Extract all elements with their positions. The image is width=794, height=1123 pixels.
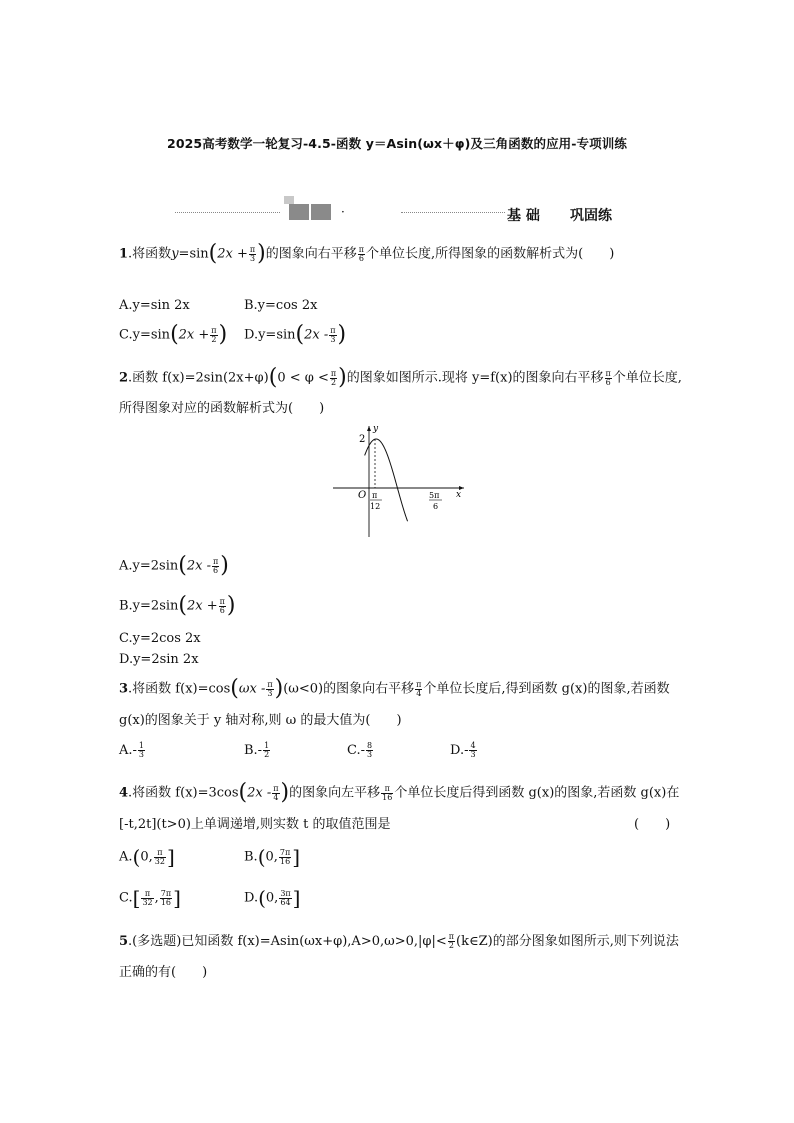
q3-option-b[interactable]: B.- $\frac{1}{2}$ xyxy=(244,741,270,759)
q4-option-b[interactable]: B.(0, $\frac{7\pi}{16}$ ] xyxy=(244,845,301,869)
question-4-answer-paren: ( ) xyxy=(634,817,671,832)
q4-option-a[interactable]: A.(0, $\frac{\pi}{32}$ ] xyxy=(119,845,175,869)
question-5-line2: 正确的有( ) xyxy=(119,965,208,980)
q2-option-a[interactable]: A.y=2sin(2x - $\frac{\pi}{6}$ ) xyxy=(119,553,229,578)
question-3-line2: g(x)的图象关于 y 轴对称,则 ω 的最大值为( ) xyxy=(119,713,402,728)
y-axis-arrow xyxy=(367,426,371,431)
q4-option-c[interactable]: C.[ $\frac{\pi}{32}$ , $\frac{7\pi}{16}$ ] xyxy=(119,886,181,910)
page-title: 2025高考数学一轮复习-4.5-函数 y＝Asin(ωx＋φ)及三角函数的应用-专项训练 xyxy=(167,136,627,151)
section-label-basic: 基 础 xyxy=(507,208,540,224)
q1-option-d[interactable]: D.y=sin(2x - $\frac{\pi}{3}$ ) xyxy=(244,322,347,347)
question-5: 5.(多选题)已知函数 f(x)=Asin(ωx+φ),A>0,ω>0,|φ|< $\frac{\pi}{2}$ (k∈Z)的部分图象如图所示,则下列说法 xyxy=(119,932,679,950)
q3-option-c[interactable]: C.- $\frac{8}{3}$ xyxy=(347,741,373,759)
q4-option-d[interactable]: D.(0, $\frac{3\pi}{64}$ ] xyxy=(244,886,301,910)
divider-right xyxy=(401,212,505,213)
q2-sine-graph xyxy=(330,422,470,540)
header-dot: · xyxy=(341,205,345,219)
q2-option-d[interactable]: D.y=2sin 2x xyxy=(119,652,199,667)
header-block-1 xyxy=(289,204,309,220)
tick-pi-12-numerator: π xyxy=(372,491,378,500)
question-2-line2: 所得图象对应的函数解析式为( ) xyxy=(119,401,325,416)
x-axis-label: x xyxy=(456,490,462,500)
q3-option-d[interactable]: D.- $\frac{4}{3}$ xyxy=(450,741,476,759)
tick-5pi-6-denominator: 6 xyxy=(433,502,439,511)
section-label-practice: 巩固练 xyxy=(570,208,612,224)
q1-option-c[interactable]: C.y=sin(2x + $\frac{\pi}{2}$ ) xyxy=(119,322,228,347)
header-decoration xyxy=(284,196,294,204)
question-1: 1.将函数y=sin(2x + $\frac{\pi}{3}$ )的图象向右平移 $\frac{\pi}{6}$ 个单位长度,所得图象的函数解析式为( ) xyxy=(119,241,615,266)
origin-label: O xyxy=(358,490,367,501)
q1-option-b[interactable]: B.y=cos 2x xyxy=(244,298,318,313)
tick-5pi-6-numerator: 5π xyxy=(429,491,440,500)
max-label: 2 xyxy=(359,434,366,445)
question-4-line2: [-t,2t](t>0)上单调递增,则实数 t 的取值范围是 xyxy=(119,817,391,832)
question-3: 3.将函数 f(x)=cos(ωx - $\frac{\pi}{3}$ )(ω<0)的图象向右平移 $\frac{\pi}{4}$ 个单位长度后,得到函数 g(x)的图象,若函数 xyxy=(119,676,670,701)
q1-option-a[interactable]: A.y=sin 2x xyxy=(119,298,190,313)
question-4: 4.将函数 f(x)=3cos(2x - $\frac{\pi}{4}$ )的图象向左平移 $\frac{\pi}{16}$ 个单位长度后得到函数 g(x)的图象,若函数 g(x)在 xyxy=(119,780,680,805)
tick-pi-12-denominator: 12 xyxy=(370,502,381,511)
q2-option-b[interactable]: B.y=2sin(2x + $\frac{\pi}{6}$ ) xyxy=(119,593,236,618)
divider-left xyxy=(175,212,280,213)
question-2: 2.函数 f(x)=2sin(2x+φ)(0 < φ < $\frac{\pi}{2}$ )的图象如图所示.现将 y=f(x)的图象向右平移 $\frac{\pi}{6}$ 个单位长度, xyxy=(119,365,682,390)
q2-option-c[interactable]: C.y=2cos 2x xyxy=(119,631,201,646)
y-axis-label: y xyxy=(373,424,379,434)
q3-option-a[interactable]: A.- $\frac{1}{3}$ xyxy=(119,741,145,759)
header-block-2 xyxy=(311,204,331,220)
